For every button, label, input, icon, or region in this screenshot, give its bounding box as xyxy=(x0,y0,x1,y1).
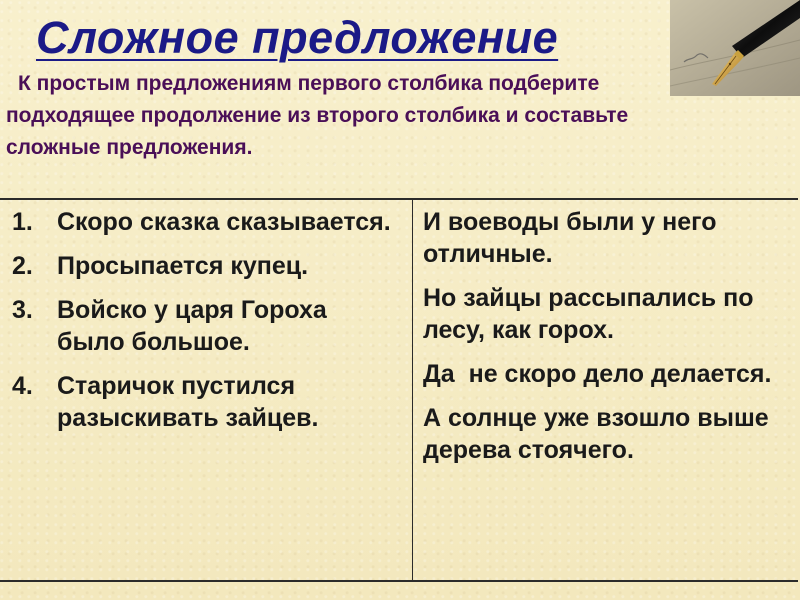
list-item xyxy=(12,250,400,282)
first-column-list xyxy=(12,206,400,434)
item-text: Скоро сказка сказывается. xyxy=(57,208,391,236)
fountain-pen-icon xyxy=(670,0,800,96)
continuation-item: Но зайцы рассыпались по лесу, как горох. xyxy=(423,284,761,344)
continuation-item: А солнце уже взошло выше дерева стоячего. xyxy=(423,404,776,464)
instruction-text: К простым предложениям первого столбика подберите подходящее продолжение из второго столбика и составьте сложные предложения. xyxy=(6,72,629,159)
list-item xyxy=(12,294,400,358)
second-column xyxy=(413,200,798,580)
item-number: 1. xyxy=(12,208,33,236)
continuation-item: Да не скоро дело делается. xyxy=(423,360,772,388)
list-item xyxy=(12,370,400,434)
item-number: 3. xyxy=(12,296,33,324)
continuation-item: И воеводы были у него отличные. xyxy=(423,208,724,268)
item-number: 4. xyxy=(12,372,33,400)
item-text: Войско у царя Гороха было большое. xyxy=(57,296,327,356)
first-column xyxy=(0,200,413,580)
item-number: 2. xyxy=(12,252,33,280)
item-text: Старичок пустился разыскивать зайцев. xyxy=(57,372,319,432)
item-text: Просыпается купец. xyxy=(57,252,309,280)
list-item xyxy=(12,206,400,238)
sentence-matching-table xyxy=(0,198,798,582)
slide-title: Сложное предложение xyxy=(36,12,559,63)
